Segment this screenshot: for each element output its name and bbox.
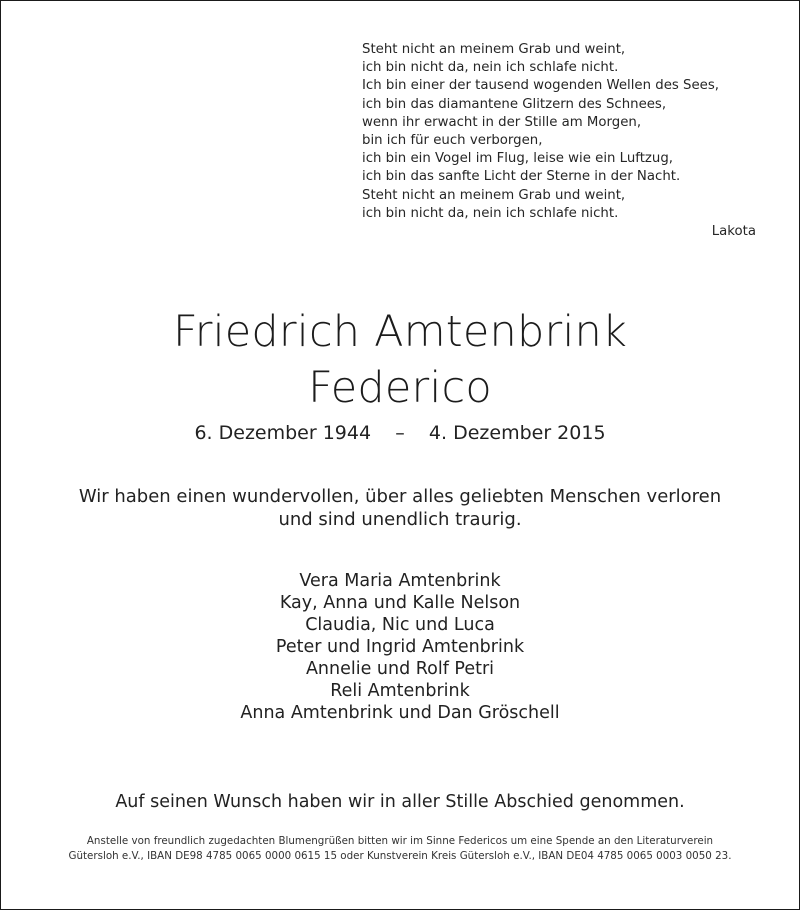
- poem-line: ich bin ein Vogel im Flug, leise wie ein Luftzug,: [362, 151, 674, 167]
- poem-line: ich bin nicht da, nein ich schlafe nicht.: [362, 60, 619, 76]
- mourners-list: [1, 570, 799, 724]
- poem-line: Steht nicht an meinem Grab und weint,: [362, 42, 626, 57]
- mourner: Reli Amtenbrink: [330, 681, 470, 701]
- birth-date: 6. Dezember 1944: [194, 422, 372, 444]
- mourner: Claudia, Nic und Luca: [305, 615, 495, 635]
- donation-note-line: Gütersloh e.V., IBAN DE98 4785 0065 0000 0615 15 oder Kunstverein Kreis Gütersloh e.V., IBAN DE04 4785 0065 0003 0050 23.: [68, 850, 732, 862]
- mourner: Kay, Anna und Kalle Nelson: [279, 593, 521, 613]
- poem-line: Ich bin einer der tausend wogenden Wellen des Sees,: [362, 78, 719, 94]
- grief-statement: [1, 485, 799, 531]
- poem-author: Lakota: [711, 224, 756, 240]
- poem-line: ich bin das sanfte Licht der Sterne in der Nacht.: [362, 169, 681, 185]
- mourner: Annelie und Rolf Petri: [305, 659, 495, 679]
- deceased-name: Friedrich Amtenbrink: [172, 307, 628, 357]
- poem-line: ich bin nicht da, nein ich schlafe nicht.: [362, 205, 619, 221]
- poem-line: Steht nicht an meinem Grab und weint,: [362, 187, 626, 203]
- poem-line: ich bin das diamantene Glitzern des Schnees,: [362, 96, 667, 112]
- statement-line: Wir haben einen wundervollen, über alles geliebten Menschen verloren: [78, 486, 722, 507]
- statement-line: und sind unendlich traurig.: [278, 509, 522, 530]
- date-separator: –: [395, 422, 405, 444]
- mourner: Anna Amtenbrink und Dan Gröschell: [240, 703, 560, 723]
- deceased-name-block: [1, 304, 799, 416]
- death-date: 4. Dezember 2015: [428, 422, 606, 444]
- poem-line: wenn ihr erwacht in der Stille am Morgen,: [362, 114, 642, 130]
- deceased-nickname: Federico: [308, 363, 492, 413]
- mourner: Vera Maria Amtenbrink: [299, 571, 501, 591]
- poem-line: bin ich für euch verborgen,: [362, 133, 543, 149]
- farewell-text: Auf seinen Wunsch haben wir in aller Stille Abschied genommen.: [115, 792, 685, 812]
- life-dates: [1, 421, 799, 445]
- mourner: Peter und Ingrid Amtenbrink: [275, 637, 525, 657]
- donation-note-line: Anstelle von freundlich zugedachten Blumengrüßen bitten wir im Sinne Federicos um eine Spende an den Literaturverein: [86, 835, 714, 847]
- poem: [362, 41, 757, 241]
- donation-note: [1, 834, 799, 864]
